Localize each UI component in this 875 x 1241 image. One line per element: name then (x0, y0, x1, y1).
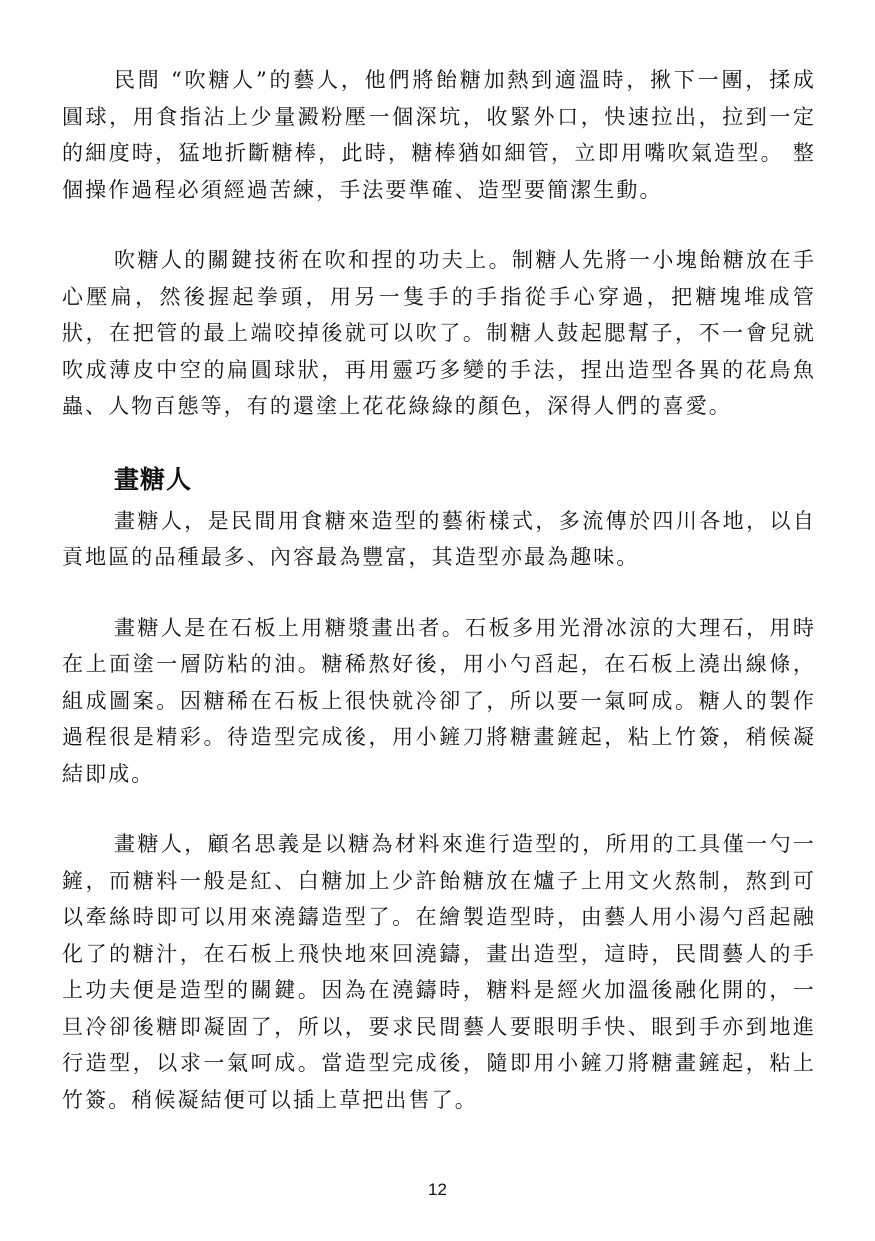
paragraph-sugar-painting-method: 畫糖人是在石板上用糖漿畫出者。石板多用光滑冰涼的大理石，用時在上面塗一層防粘的油。糖稀熬好後，用小勺舀起，在石板上澆出線條，組成圖案。因糖稀在石板上很快就冷卻了，所以要一氣呵成。糖人的製作過程很是精彩。待造型完成後，用小鏟刀將糖畫鏟起，粘上竹簽，稍候凝結即成。 (62, 615, 816, 786)
paragraph-gap (62, 792, 816, 826)
section-heading: 畫糖人 (114, 464, 193, 494)
paragraph-sugar-painting-detail: 畫糖人，顧名思義是以糖為材料來進行造型的，所用的工具僅一勺一鏟，而糖料一般是紅、白糖加上少許飴糖放在爐子上用文火熬制，熬到可以牽絲時即可以用來澆鑄造型了。在繪製造型時，由藝人用小湯勺舀起融化了的糖汁，在石板上飛快地來回澆鑄，畫出造型，這時，民間藝人的手上功夫便是造型的關鍵。因為在澆鑄時，糖料是經火加溫後融化開的，一旦冷卻後糖即凝固了，所以，要求民間藝人要眼明手快、眼到手亦到地進行造型，以求一氣呵成。當造型完成後，隨即用小鏟刀將糖畫鏟起，粘上竹簽。稍候凝結便可以插上草把出售了。 (62, 832, 816, 1112)
paragraph-blowing-sugar-technique: 吹糖人的關鍵技術在吹和捏的功夫上。制糖人先將一小塊飴糖放在手心壓扁，然後握起拳頭，用另一隻手的手指從手心穿過，把糖塊堆成管狀，在把管的最上端咬掉後就可以吹了。制糖人鼓起腮幫子，不一會兒就吹成薄皮中空的扁圓球狀，再用靈巧多變的手法，捏出造型各異的花鳥魚蟲、人物百態等，有的還塗上花花綠綠的顏色，深得人們的喜愛。 (62, 248, 816, 418)
page-number: 12 (428, 1180, 447, 1199)
document-page (62, 62, 816, 1118)
paragraph-gap (62, 208, 816, 242)
paragraph-blowing-sugar-intro: 民間 “吹糖人”的藝人，他們將飴糖加熱到適溫時，揪下一團，揉成圓球，用食指沾上少量澱粉壓一個深坑，收緊外口，快速拉出，拉到一定的細度時，猛地折斷糖棒，此時，糖棒猶如細管，立即用嘴吹氣造型。 整個操作過程必須經過苦練，手法要準確、造型要簡潔生動。 (62, 68, 816, 202)
paragraph-sugar-painting-intro: 畫糖人，是民間用食糖來造型的藝術樣式，多流傳於四川各地，以自貢地區的品種最多、內容最為豐富，其造型亦最為趣味。 (62, 508, 816, 569)
paragraph-gap (62, 576, 816, 610)
